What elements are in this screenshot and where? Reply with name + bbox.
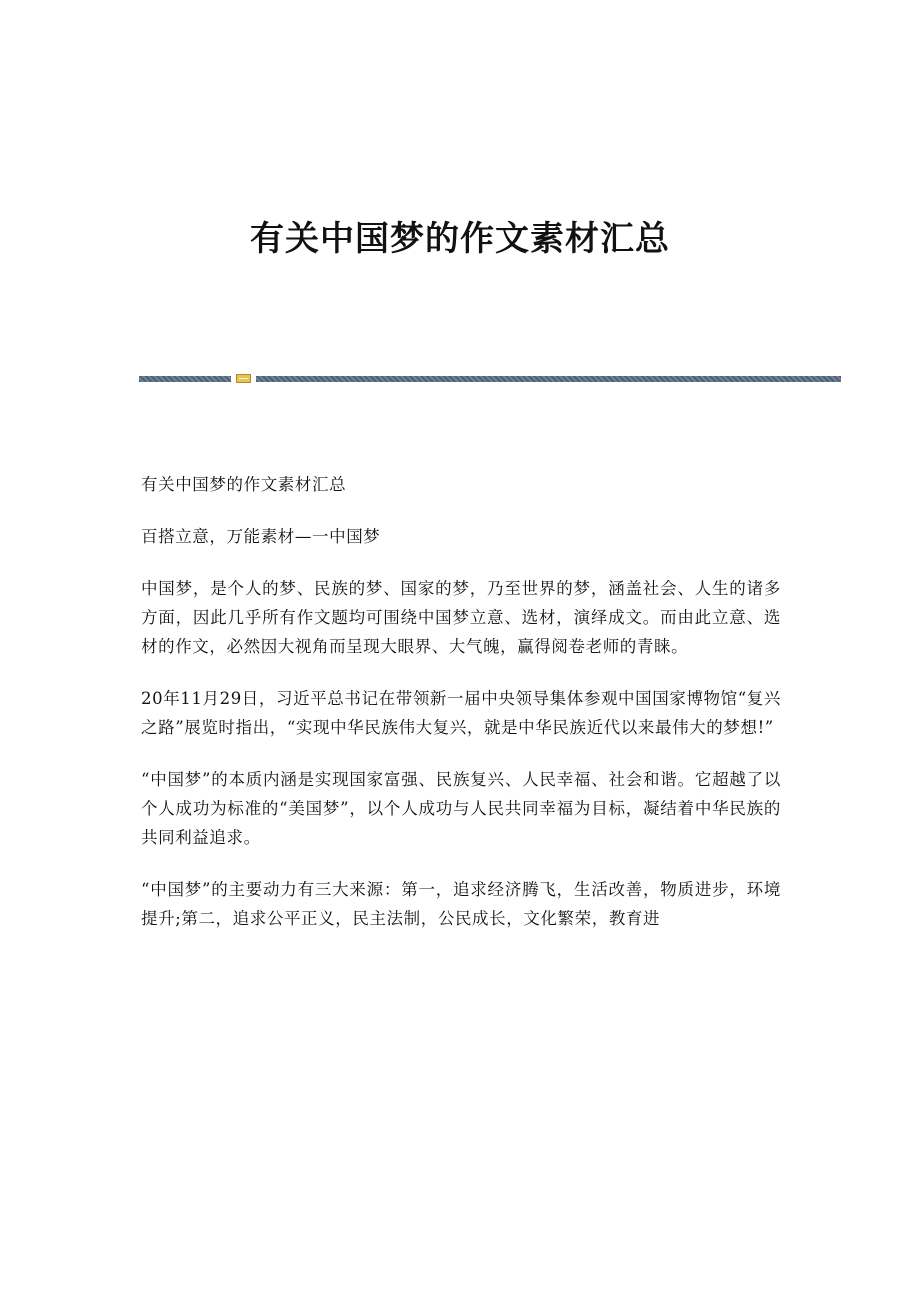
paragraph: “中国梦”的主要动力有三大来源：第一，追求经济腾飞，生活改善，物质进步，环境提升;第二，追求公平正义，民主法制，公民成长，文化繁荣，教育进 bbox=[141, 880, 781, 928]
title-divider bbox=[139, 374, 841, 383]
divider-bar-left bbox=[139, 376, 231, 382]
document-body bbox=[141, 470, 781, 956]
paragraph: 20年11月29日，习近平总书记在带领新一届中央领导集体参观中国国家博物馆“复兴之路”展览时指出，“实现中华民族伟大复兴，就是中华民族近代以来最伟大的梦想!” bbox=[141, 689, 781, 737]
paragraph-subtitle: 百搭立意，万能素材—一中国梦 bbox=[141, 527, 381, 546]
divider-ornament-icon bbox=[236, 374, 251, 383]
document-title: 有关中国梦的作文素材汇总 bbox=[250, 219, 670, 259]
paragraph-heading: 有关中国梦的作文素材汇总 bbox=[141, 475, 347, 494]
paragraph: 中国梦，是个人的梦、民族的梦、国家的梦，乃至世界的梦，涵盖社会、人生的诸多方面，因此几乎所有作文题均可围绕中国梦立意、选材，演绎成文。而由此立意、选材的作文，必然因大视角而呈现大眼界、大气魄，赢得阅卷老师的青睐。 bbox=[141, 579, 781, 656]
divider-bar-right bbox=[256, 376, 841, 382]
paragraph: “中国梦”的本质内涵是实现国家富强、民族复兴、人民幸福、社会和谐。它超越了以个人成功为标准的“美国梦”，以个人成功与人民共同幸福为目标，凝结着中华民族的共同利益追求。 bbox=[141, 770, 781, 847]
